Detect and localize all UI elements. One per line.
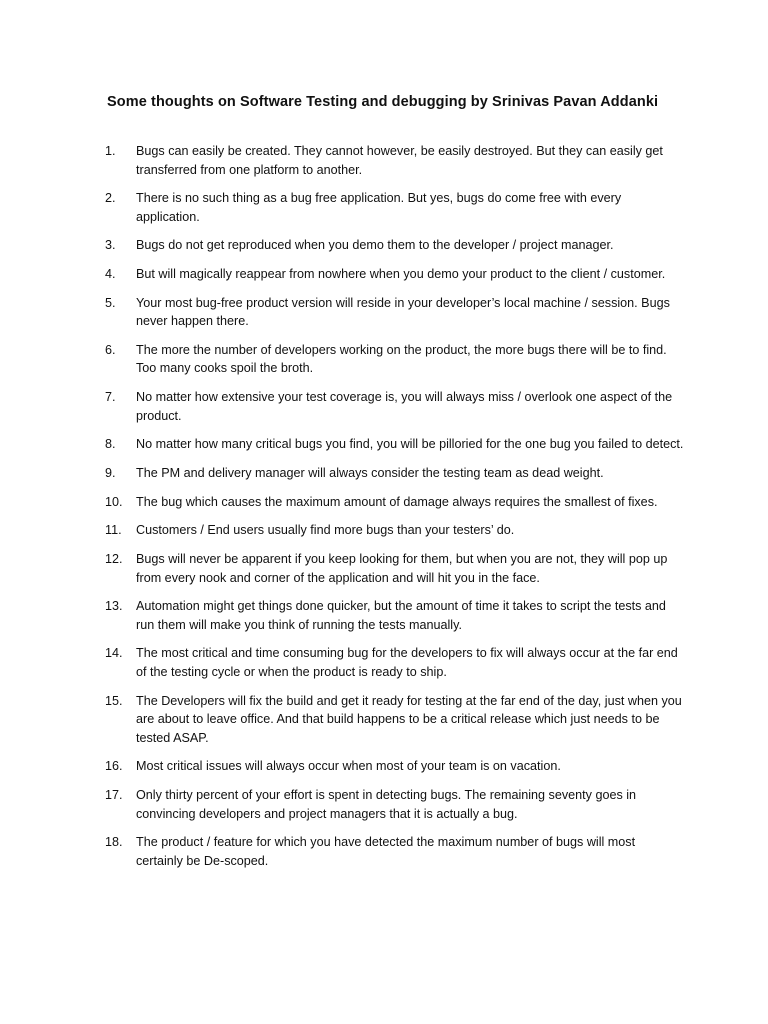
list-item	[105, 550, 685, 587]
list-item	[105, 757, 685, 776]
item-number: 3.	[105, 238, 116, 253]
item-number: 9.	[105, 466, 116, 480]
item-text: Bugs will never be apparent if you keep looking for them, but when you are not, they will pop up from every nook and corner of the application and will hit you in the face.	[136, 552, 668, 585]
item-number: 18.	[105, 835, 123, 850]
item-text: Automation might get things done quicker, but the amount of time it takes to script the tests and run them will make you think of running the tests manually.	[136, 599, 666, 632]
item-text: The most critical and time consuming bug for the developers to fix will always occur at the far end of the testing cycle or when the product is ready to ship.	[136, 646, 678, 679]
item-number: 6.	[105, 342, 116, 357]
item-text: Most critical issues will always occur when most of your team is on vacation.	[136, 759, 561, 774]
list-item	[105, 388, 685, 425]
list-item	[105, 464, 685, 483]
list-item	[105, 294, 685, 331]
item-number: 5.	[105, 295, 116, 310]
item-text: The product / feature for which you have detected the maximum number of bugs will most certainly be De-scoped.	[136, 835, 636, 868]
item-text: No matter how extensive your test coverage is, you will always miss / overlook one aspect of the product.	[136, 390, 673, 423]
item-number: 12.	[105, 552, 123, 567]
list-item	[105, 265, 685, 284]
list-item	[105, 786, 685, 823]
item-text: No matter how many critical bugs you find, you will be pilloried for the one bug you failed to detect.	[136, 437, 684, 452]
item-number: 15.	[105, 693, 123, 708]
item-number: 13.	[105, 599, 123, 614]
list-item	[105, 597, 685, 634]
list-item	[105, 493, 685, 512]
list-item	[105, 236, 685, 255]
document-title: Some thoughts on Software Testing and debugging by Srinivas Pavan Addanki	[107, 94, 659, 110]
item-number: 11.	[105, 523, 122, 538]
list-item	[105, 341, 685, 378]
item-text: Only thirty percent of your effort is spent in detecting bugs. The remaining seventy goes in convincing developers and project managers that it is actually a bug.	[136, 788, 637, 821]
item-number: 7.	[105, 390, 116, 405]
list-item	[105, 833, 685, 870]
list-item	[105, 521, 685, 540]
list-item	[105, 435, 685, 454]
list-item	[105, 644, 685, 681]
item-text: Bugs can easily be created. They cannot however, be easily destroyed. But they can easily get transferred from one platform to another.	[136, 144, 663, 177]
item-text: Customers / End users usually find more bugs than your testers’ do.	[136, 523, 515, 538]
list-item	[105, 142, 685, 179]
item-number: 8.	[105, 437, 116, 452]
thoughts-list	[105, 142, 685, 880]
item-number: 14.	[105, 646, 123, 661]
item-text: But will magically reappear from nowhere when you demo your product to the client / customer.	[136, 267, 666, 282]
item-number: 4.	[105, 267, 116, 282]
list-item	[105, 189, 685, 226]
item-number: 1.	[105, 144, 116, 158]
item-text: There is no such thing as a bug free application. But yes, bugs do come free with every application.	[136, 191, 622, 224]
item-text: The PM and delivery manager will always consider the testing team as dead weight.	[136, 466, 604, 480]
item-number: 17.	[105, 788, 123, 802]
item-number: 2.	[105, 191, 116, 206]
item-text: Your most bug-free product version will reside in your developer’s local machine / session. Bugs never happen there.	[136, 295, 670, 329]
item-text: The bug which causes the maximum amount of damage always requires the smallest of fixes.	[136, 494, 658, 509]
item-text: The Developers will fix the build and get it ready for testing at the far end of the day, just when you are about to leave office. And that build happens to be a critical release which just needs to be tested ASAP.	[136, 693, 682, 745]
item-number: 10.	[105, 494, 123, 509]
list-item	[105, 692, 685, 748]
item-text: The more the number of developers working on the product, the more bugs there will be to find. Too many cooks spoil the broth.	[136, 342, 667, 376]
item-number: 16.	[105, 759, 123, 774]
item-text: Bugs do not get reproduced when you demo them to the developer / project manager.	[136, 238, 614, 253]
